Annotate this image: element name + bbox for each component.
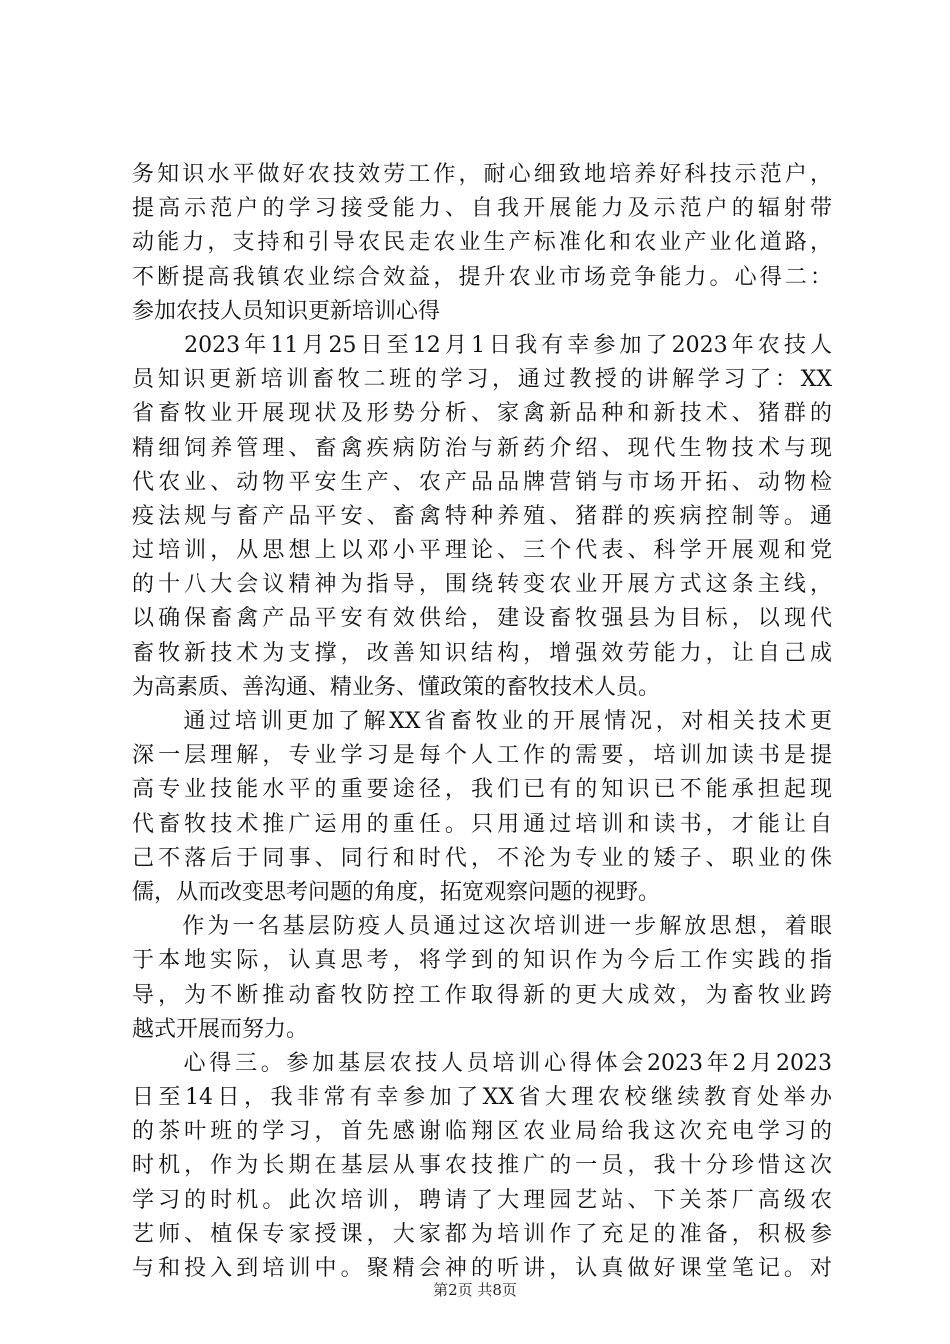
text-line: 儒，从而改变思考问题的角度，拓宽观察问题的视野。	[132, 879, 661, 905]
text-line: 高专业技能水平的重要途径，我们已有的知识已不能承担起现	[132, 777, 832, 803]
text-line: 2023年11月25日至12月1日我有幸参加了2023年农技人	[132, 332, 832, 358]
text-line: 通过培训更加了解XX省畜牧业的开展情况，对相关技术更	[132, 709, 832, 734]
text-line: 日至14日，我非常有幸参加了XX省大理农校继续教育处举办	[132, 1085, 832, 1111]
text-line: 艺师、植保专家授课，大家都为培训作了充足的准备，积极参	[132, 1221, 832, 1247]
text-line: 与和投入到培训中。聚精会神的听讲，认真做好课堂笔记。对	[132, 1256, 832, 1281]
text-line: 心得三。参加基层农技人员培训心得体会2023年2月2023	[132, 1050, 832, 1076]
text-line: 为高素质、善沟通、精业务、懂政策的畜牧技术人员。	[132, 674, 661, 700]
text-line: 导，为不断推动畜牧防控工作取得新的更大成效，为畜牧业跨	[132, 982, 832, 1008]
text-line: 省畜牧业开展现状及形势分析、家禽新品种和新技术、猪群的	[132, 401, 832, 427]
text-line: 参加农技人员知识更新培训心得	[132, 298, 441, 324]
text-line: 以确保畜禽产品平安有效供给，建设畜牧强县为目标，以现代	[132, 606, 832, 632]
text-line: 务知识水平做好农技效劳工作，耐心细致地培养好科技示范户，	[132, 162, 832, 187]
text-line: 越式开展而努力。	[132, 1016, 309, 1042]
text-line: 提高示范户的学习接受能力、自我开展能力及示范户的辐射带	[132, 196, 832, 222]
text-line: 己不落后于同事、同行和时代，不沦为专业的矮子、职业的侏	[132, 845, 832, 871]
text-line: 代畜牧技术推广运用的重任。只用通过培训和读书，才能让自	[132, 811, 832, 837]
text-line: 学习的时机。此次培训，聘请了大理园艺站、下关茶厂高级农	[132, 1187, 832, 1213]
text-line: 员知识更新培训畜牧二班的学习，通过教授的讲解学习了：XX	[132, 367, 832, 393]
text-line: 于本地实际，认真思考，将学到的知识作为今后工作实践的指	[132, 948, 832, 974]
text-line: 时机，作为长期在基层从事农技推广的一员，我十分珍惜这次	[132, 1153, 832, 1179]
text-line: 不断提高我镇农业综合效益，提升农业市场竞争能力。心得二：	[132, 264, 832, 290]
document-body	[132, 158, 832, 1286]
text-line: 深一层理解，专业学习是每个人工作的需要，培训加读书是提	[132, 743, 832, 769]
text-line: 作为一名基层防疫人员通过这次培训进一步解放思想，着眼	[132, 914, 832, 940]
page-footer: 第2页 共8页	[433, 1281, 517, 1299]
text-line: 过培训，从思想上以邓小平理论、三个代表、科学开展观和党	[132, 538, 832, 564]
text-line: 疫法规与畜产品平安、畜禽特种养殖、猪群的疾病控制等。通	[132, 503, 832, 529]
text-line: 的十八大会议精神为指导，围绕转变农业开展方式这条主线，	[132, 572, 832, 598]
text-line: 精细饲养管理、畜禽疾病防治与新药介绍、现代生物技术与现	[132, 435, 832, 461]
text-line: 的茶叶班的学习，首先感谢临翔区农业局给我这次充电学习的	[132, 1119, 832, 1145]
text-line: 畜牧新技术为支撑，改善知识结构，增强效劳能力，让自己成	[132, 640, 832, 666]
text-line: 代农业、动物平安生产、农产品品牌营销与市场开拓、动物检	[132, 469, 832, 495]
text-line: 动能力，支持和引导农民走农业生产标准化和农业产业化道路，	[132, 230, 832, 256]
